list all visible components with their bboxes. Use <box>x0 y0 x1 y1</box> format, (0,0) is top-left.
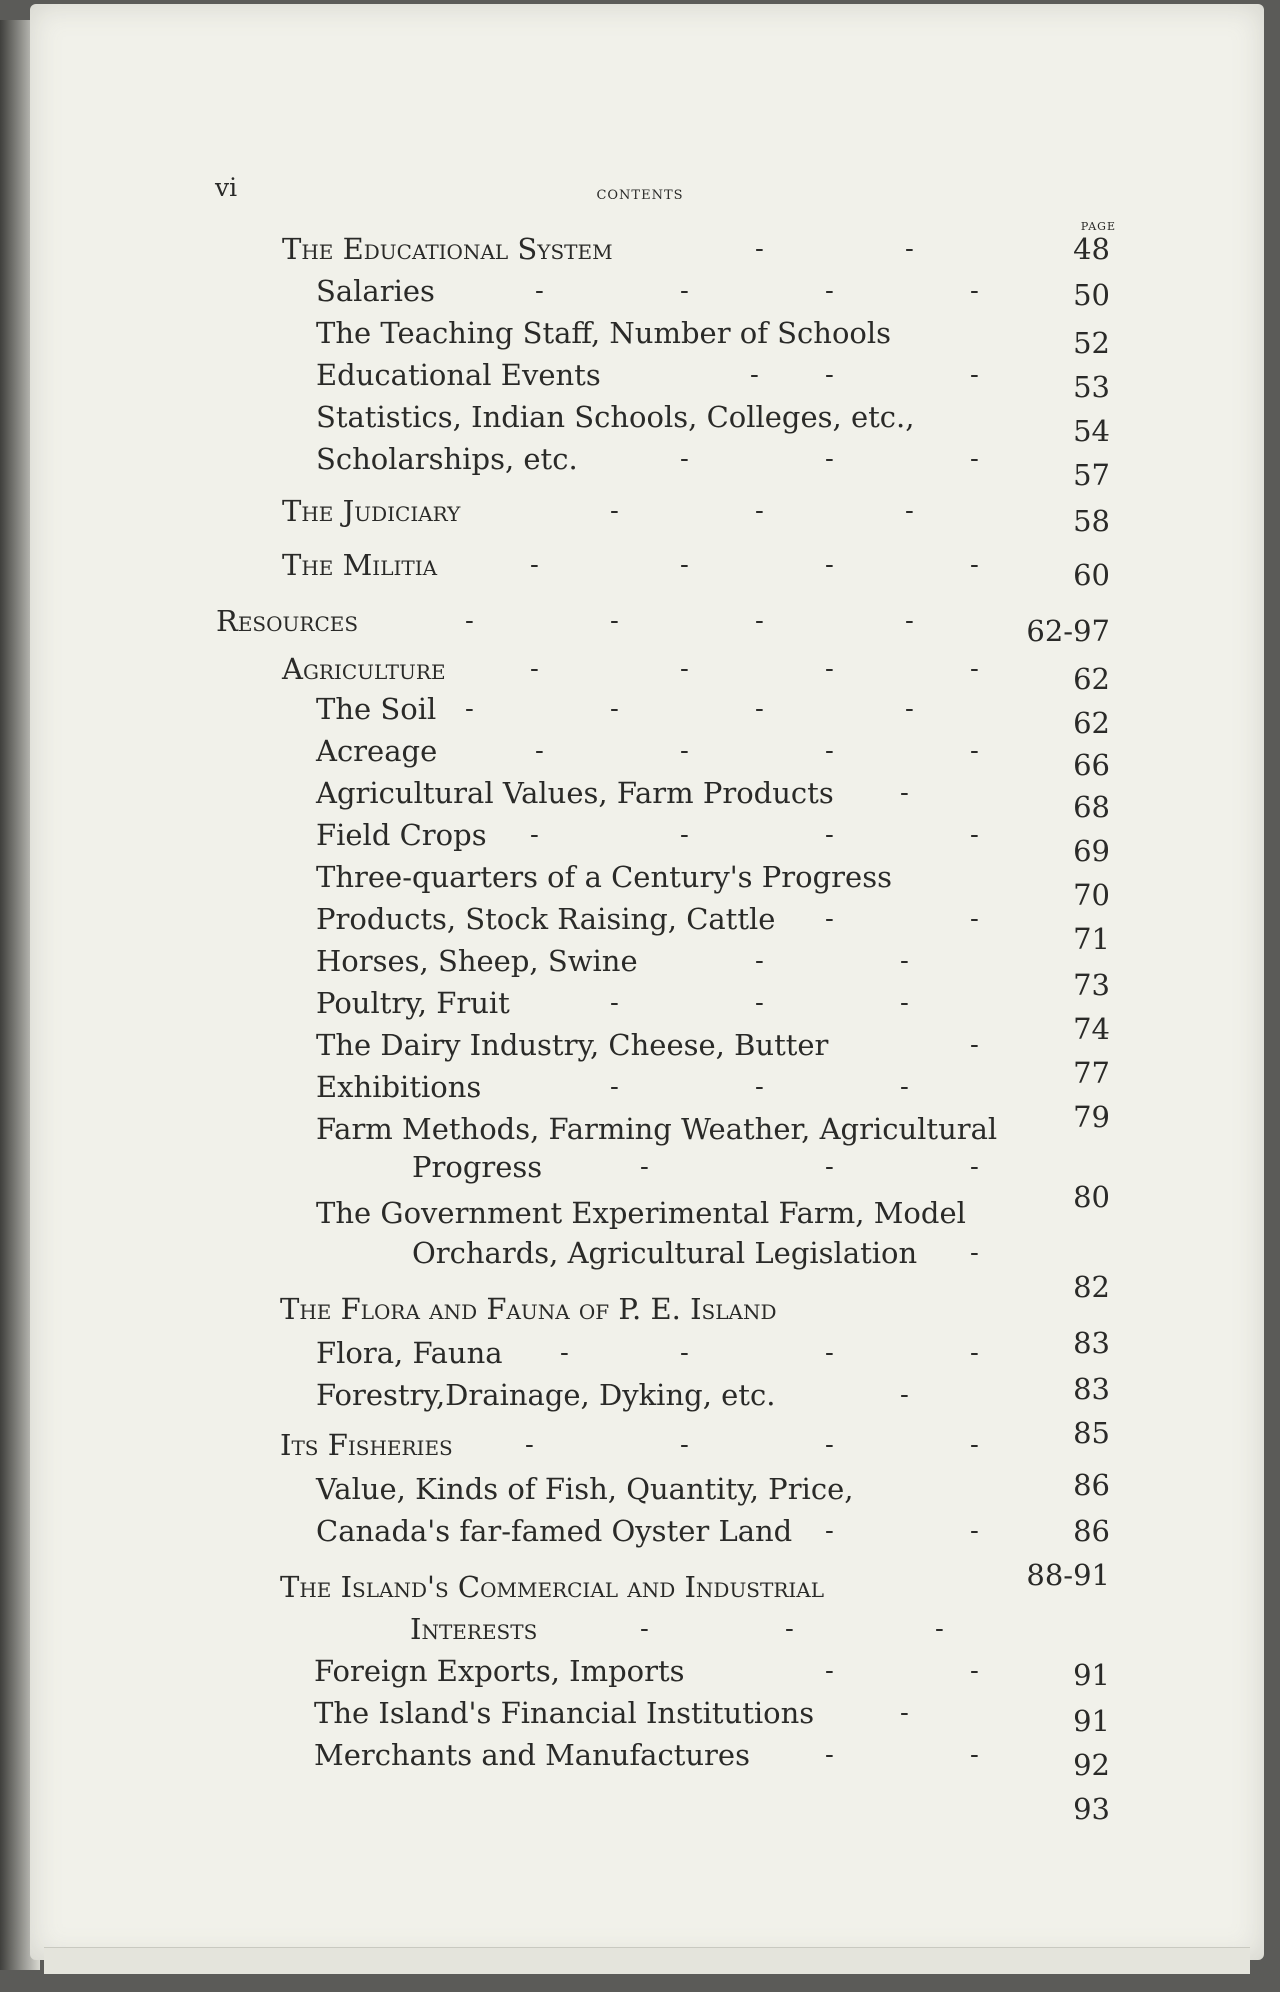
leader-dash: - <box>680 820 689 850</box>
leader-dash: - <box>825 444 834 474</box>
leader-dash: - <box>825 1152 834 1182</box>
toc-entry <box>0 818 1280 868</box>
toc-entry-title: Scholarships, etc. <box>316 442 578 476</box>
leader-dash: - <box>905 606 914 636</box>
toc-page-number: 48 <box>1073 232 1110 266</box>
toc-page-number: 80 <box>1073 1180 1110 1214</box>
leader-dash: - <box>680 1338 689 1368</box>
leader-dash: - <box>825 736 834 766</box>
toc-page-number: 62-97 <box>1026 614 1110 648</box>
toc-entry-title: Foreign Exports, Imports <box>314 1654 685 1688</box>
toc-entry-title: Interests <box>410 1612 538 1646</box>
running-head: contents <box>596 182 684 204</box>
leader-dash: - <box>905 694 914 724</box>
leader-dash: - <box>680 736 689 766</box>
toc-entry <box>0 1112 1280 1152</box>
toc-page-number: 58 <box>1073 504 1110 538</box>
leader-dash: - <box>680 1430 689 1460</box>
leader-dash: - <box>970 820 979 850</box>
toc-entry-title: Agricultural Values, Farm Products <box>316 776 834 810</box>
leader-dash: - <box>970 1338 979 1368</box>
leader-dash: - <box>680 654 689 684</box>
leader-dash: - <box>750 360 759 390</box>
toc-entry <box>0 548 1280 592</box>
toc-page-number: 60 <box>1073 558 1110 592</box>
toc-entry <box>0 1236 1280 1304</box>
toc-page-number: 85 <box>1073 1416 1110 1450</box>
leader-dash: - <box>935 1614 944 1644</box>
leader-dash: - <box>755 496 764 526</box>
leader-dash: - <box>905 234 914 264</box>
leader-dash: - <box>970 904 979 934</box>
toc-entry-title: Flora, Fauna <box>316 1336 503 1370</box>
leader-dash: - <box>970 276 979 306</box>
toc-entry <box>0 274 1280 314</box>
toc-page-number: 52 <box>1073 326 1110 360</box>
toc-page-number: 92 <box>1073 1748 1110 1782</box>
toc-page-number: 73 <box>1073 968 1110 1002</box>
toc-entry <box>0 734 1280 782</box>
leader-dash: - <box>755 988 764 1018</box>
toc-page-number: 57 <box>1073 458 1110 492</box>
toc-page-number: 53 <box>1073 370 1110 404</box>
leader-dash: - <box>535 276 544 306</box>
leader-dash: - <box>680 550 689 580</box>
toc-entry-title: The Government Experimental Farm, Model <box>316 1196 966 1230</box>
toc-entry <box>0 400 1280 448</box>
toc-page-number: 86 <box>1073 1468 1110 1502</box>
toc-entry <box>0 902 1280 956</box>
page-number: vi <box>215 173 238 202</box>
toc-entry-title: Forestry,Drainage, Dyking, etc. <box>316 1378 776 1412</box>
leader-dash: - <box>610 496 619 526</box>
leader-dash: - <box>970 1430 979 1460</box>
leader-dash: - <box>825 1430 834 1460</box>
toc-entry-title: The Island's Financial Institutions <box>314 1696 815 1730</box>
toc-entry-title: Canada's far-famed Oyster Land <box>316 1514 793 1548</box>
leader-dash: - <box>900 1380 909 1410</box>
leader-dash: - <box>825 820 834 850</box>
leader-dash: - <box>825 1338 834 1368</box>
leader-dash: - <box>900 946 909 976</box>
toc-entry-title: The Dairy Industry, Cheese, Butter <box>316 1028 829 1062</box>
toc-entry-title: The Teaching Staff, Number of Schools <box>316 316 892 350</box>
toc-entry-title: Products, Stock Raising, Cattle <box>316 902 776 936</box>
leader-dash: - <box>825 1740 834 1770</box>
leader-dash: - <box>610 988 619 1018</box>
toc-entry-title: Educational Events <box>316 358 601 392</box>
toc-entry-title: Progress <box>412 1150 543 1184</box>
leader-dash: - <box>970 736 979 766</box>
toc-entry-title: Salaries <box>316 274 435 308</box>
toc-entry-title: The Soil <box>316 692 437 726</box>
toc-page-number: 83 <box>1073 1372 1110 1406</box>
toc-page-number: 93 <box>1073 1792 1110 1826</box>
toc-entry <box>0 494 1280 538</box>
toc-entry <box>0 442 1280 492</box>
leader-dash: - <box>640 1614 649 1644</box>
toc-page-number: 74 <box>1073 1012 1110 1046</box>
leader-dash: - <box>530 550 539 580</box>
leader-dash: - <box>970 1238 979 1268</box>
toc-entry-title: Exhibitions <box>316 1070 482 1104</box>
leader-dash: - <box>465 606 474 636</box>
toc-entry-title: The Island's Commercial and Industrial <box>280 1570 825 1604</box>
leader-dash: - <box>970 654 979 684</box>
leader-dash: - <box>755 606 764 636</box>
toc-page-number: 66 <box>1073 748 1110 782</box>
toc-entry-title: Field Crops <box>316 818 487 852</box>
toc-entry <box>0 316 1280 360</box>
toc-page-number: 69 <box>1073 834 1110 868</box>
leader-dash: - <box>680 444 689 474</box>
toc-entry-title: Agriculture <box>282 652 446 686</box>
page-column-heading: page <box>1080 216 1116 234</box>
toc-entry <box>0 944 1280 1002</box>
leader-dash: - <box>970 1030 979 1060</box>
leader-dash: - <box>825 276 834 306</box>
leader-dash: - <box>525 1430 534 1460</box>
toc-page-number: 86 <box>1073 1514 1110 1548</box>
toc-page-number: 68 <box>1073 790 1110 824</box>
leader-dash: - <box>825 1516 834 1546</box>
leader-dash: - <box>535 736 544 766</box>
leader-dash: - <box>785 1614 794 1644</box>
leader-dash: - <box>755 234 764 264</box>
toc-page-number: 62 <box>1073 706 1110 740</box>
leader-dash: - <box>970 1516 979 1546</box>
toc-entry-title: Resources <box>216 604 359 638</box>
toc-page-number: 70 <box>1073 878 1110 912</box>
toc-page-number: 62 <box>1073 662 1110 696</box>
toc-entry <box>0 1196 1280 1236</box>
leader-dash: - <box>900 1698 909 1728</box>
leader-dash: - <box>900 778 909 808</box>
leader-dash: - <box>825 1656 834 1686</box>
toc-entry <box>0 652 1280 696</box>
leader-dash: - <box>825 654 834 684</box>
leader-dash: - <box>610 606 619 636</box>
toc-entry <box>0 860 1280 912</box>
toc-entry-title: The Judiciary <box>282 494 461 528</box>
toc-page-number: 91 <box>1073 1704 1110 1738</box>
toc-page-number: 91 <box>1073 1658 1110 1692</box>
toc-page-number: 88-91 <box>1026 1558 1110 1592</box>
toc-entry-title: The Militia <box>282 548 438 582</box>
toc-entry <box>0 1738 1280 1826</box>
toc-entry-title: Horses, Sheep, Swine <box>316 944 638 978</box>
leader-dash: - <box>560 1338 569 1368</box>
toc-entry-title: Statistics, Indian Schools, Colleges, etc., <box>316 400 915 434</box>
leader-dash: - <box>755 946 764 976</box>
toc-entry-title: Merchants and Manufactures <box>314 1738 750 1772</box>
toc-page-number: 71 <box>1073 922 1110 956</box>
toc-entry-title: Farm Methods, Farming Weather, Agricultural <box>316 1112 998 1146</box>
leader-dash: - <box>530 820 539 850</box>
toc-page-number: 82 <box>1073 1270 1110 1304</box>
toc-entry <box>0 692 1280 740</box>
toc-entry <box>0 604 1280 648</box>
leader-dash: - <box>825 550 834 580</box>
leader-dash: - <box>825 904 834 934</box>
toc-entry-title: The Educational System <box>282 232 613 266</box>
leader-dash: - <box>680 276 689 306</box>
leader-dash: - <box>900 988 909 1018</box>
leader-dash: - <box>970 1656 979 1686</box>
leader-dash: - <box>970 360 979 390</box>
leader-dash: - <box>970 550 979 580</box>
toc-page-number: 77 <box>1073 1056 1110 1090</box>
leader-dash: - <box>755 1072 764 1102</box>
toc-entry-title: The Flora and Fauna of P. E. Island <box>280 1292 777 1326</box>
leader-dash: - <box>905 496 914 526</box>
toc-page-number: 83 <box>1073 1326 1110 1360</box>
toc-page-number: 50 <box>1073 278 1110 312</box>
leader-dash: - <box>465 694 474 724</box>
toc-entry <box>0 358 1280 404</box>
leader-dash: - <box>970 1152 979 1182</box>
toc-entry-title: Value, Kinds of Fish, Quantity, Price, <box>316 1472 854 1506</box>
toc-entry-title: Three-quarters of a Century's Progress <box>316 860 892 894</box>
leader-dash: - <box>640 1152 649 1182</box>
toc-entry <box>0 776 1280 824</box>
toc-entry-title: Poultry, Fruit <box>316 986 510 1020</box>
leader-dash: - <box>610 1072 619 1102</box>
toc-page-number: 54 <box>1073 414 1110 448</box>
leader-dash: - <box>970 444 979 474</box>
page-bottom-edge <box>44 1947 1250 1974</box>
leader-dash: - <box>755 694 764 724</box>
toc-entry <box>0 1570 1280 1610</box>
toc-page-number: 79 <box>1073 1100 1110 1134</box>
leader-dash: - <box>610 694 619 724</box>
leader-dash: - <box>970 1740 979 1770</box>
toc-entry-title: Orchards, Agricultural Legislation <box>412 1236 918 1270</box>
leader-dash: - <box>530 654 539 684</box>
leader-dash: - <box>825 360 834 390</box>
toc-entry-title: Its Fisheries <box>280 1428 453 1462</box>
toc-entry-title: Acreage <box>316 734 438 768</box>
leader-dash: - <box>900 1072 909 1102</box>
toc-entry <box>0 232 1280 272</box>
